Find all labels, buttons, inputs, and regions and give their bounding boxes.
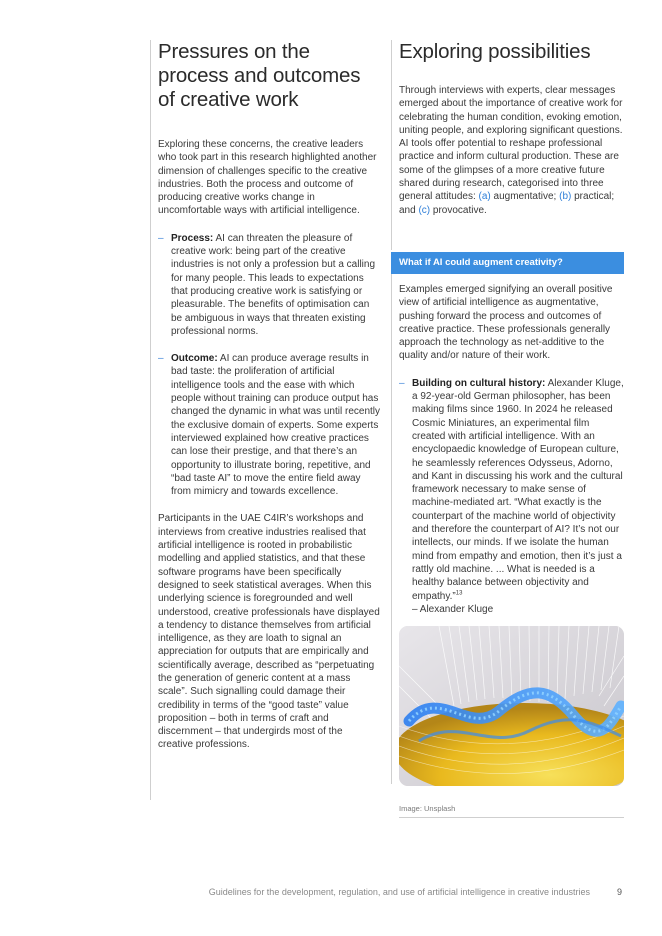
attitude-b-link[interactable]: (b)	[559, 191, 572, 203]
bullet-outcome-text: AI can produce average results in bad taste: the proliferation of artificial intelligence tools and the ease with which people without training can produce output has changed the dynamic in what was until recently the exclusive domain of experts. Some experts interviewed explained how creative practices can lose their prestige, and that there’s an opportunity to illustrate boring, repetitive, and “bad taste AI” to move the entire field away from mimicry and towards excellence.	[171, 353, 381, 498]
bullet-outcome-label: Outcome:	[171, 353, 218, 365]
bullet-cultural-history	[399, 377, 624, 616]
attitude-c-text: provocative.	[430, 204, 487, 216]
bullet-process	[158, 232, 380, 338]
attitude-c-link[interactable]: (c)	[418, 204, 431, 216]
bullet-process-text: AI can threaten the pleasure of creative work: being part of the creative industries is not only a profession but a calling for many people. This leads to expectations that producing creative work is satisfying or pleasurable. The benefits of optimisation can be ambiguous in ways that threaten existing professional norms.	[171, 232, 376, 337]
right-intro-text: Through interviews with experts, clear messages emerged about the importance of creative work for celebrating the human condition, evoking emotion, uniting people, and exploring significant questions. AI tools offer potential to reshape professional practice and inform cultural production. These are some of the glimpses of a more creative future shared during research, categorised into three general attitudes:	[399, 85, 623, 203]
augment-text: Examples emerged signifying an overall positive view of artificial intelligence as augmentative, pushing forward the process and outcomes of creative practice. These professionals generally approach the technology as net-additive to the quality and/or nature of their work.	[399, 284, 613, 362]
bullet-cultural-history-text: Alexander Kluge, a 92-year-old German philosopher, has been making films since 1960. In 2024 he released Cosmic Miniatures, an experimental film created with artificial intelligence. With an encyclopaedic knowledge of European culture, he seamlessly references Odysseus, Adorno, and Kant in discussing his work and the cultural framework necessary to make sense of machine-mediated art. “What exactly is the counterpart of the machine world of objectivity and therefore the counterpart of AI? It’s not our intellects, our minds. If we isolate the human mind from empathy and emotion, then it’s just a rattly old machine. ... What is needed is a healthy balance between objectivity and empathy.”	[412, 377, 624, 602]
attitude-and: and	[399, 204, 419, 216]
right-heading: Exploring possibilities	[399, 40, 591, 63]
caption-rule	[399, 817, 624, 818]
right-intro	[399, 84, 624, 217]
footnote-ref[interactable]: 13	[455, 590, 463, 597]
attitude-a-link[interactable]: (a)	[478, 191, 491, 203]
footer-title: Guidelines for the development, regulation, and use of artificial intelligence in creative industries	[208, 887, 590, 897]
center-column-rule-lower	[391, 274, 392, 784]
quote-attribution: – Alexander Kluge	[412, 603, 494, 615]
bullet-outcome	[158, 352, 380, 498]
attitude-a-text: augmentative;	[490, 191, 560, 203]
center-column-rule	[391, 40, 392, 250]
right-lower-column	[399, 283, 624, 616]
left-column	[158, 40, 380, 752]
left-column-rule	[150, 40, 151, 800]
left-intro: Exploring these concerns, the creative leaders who took part in this research highlighted another dimension of challenges specific to the creative industries. Both the process and outcome of producing creative works change in uncomfortable ways with artificial intelligence.	[158, 139, 377, 217]
bullet-process-label: Process:	[171, 232, 214, 244]
augment-banner: What if AI could augment creativity?	[391, 252, 624, 274]
bullet-dash-icon: –	[158, 353, 164, 365]
bullet-dash-icon: –	[399, 377, 405, 389]
page-number: 9	[617, 887, 623, 897]
left-closing: Participants in the UAE C4IR’s workshops and interviews from creative industries realised that artificial intelligence is rooted in probabilistic modelling and applied statistics, and that these software programs have been specifically designed to seek statistical averages. When this underlying science is foregrounded and well understood, creative professionals have displayed a tendency to distance themselves from artificial intelligence, as they are loath to signal an appreciation for outputs that are empirically and scientifically average, described as “perpetuating the generation of generic content at a mass scale”. Such signalling could damage their credibility in terms of the “good taste” value proposition – both in terms of craft and discernment – that undergirds most of the creative professions.	[158, 513, 380, 751]
bullet-cultural-history-label: Building on cultural history:	[412, 377, 546, 389]
left-heading: Pressures on the process and outcomes of creative work	[158, 40, 361, 111]
abstract-3d-image	[399, 626, 624, 786]
image-caption: Image: Unsplash	[399, 804, 456, 813]
attitude-b-text: practical;	[571, 191, 615, 203]
right-column	[399, 40, 624, 217]
bullet-dash-icon: –	[158, 232, 164, 244]
